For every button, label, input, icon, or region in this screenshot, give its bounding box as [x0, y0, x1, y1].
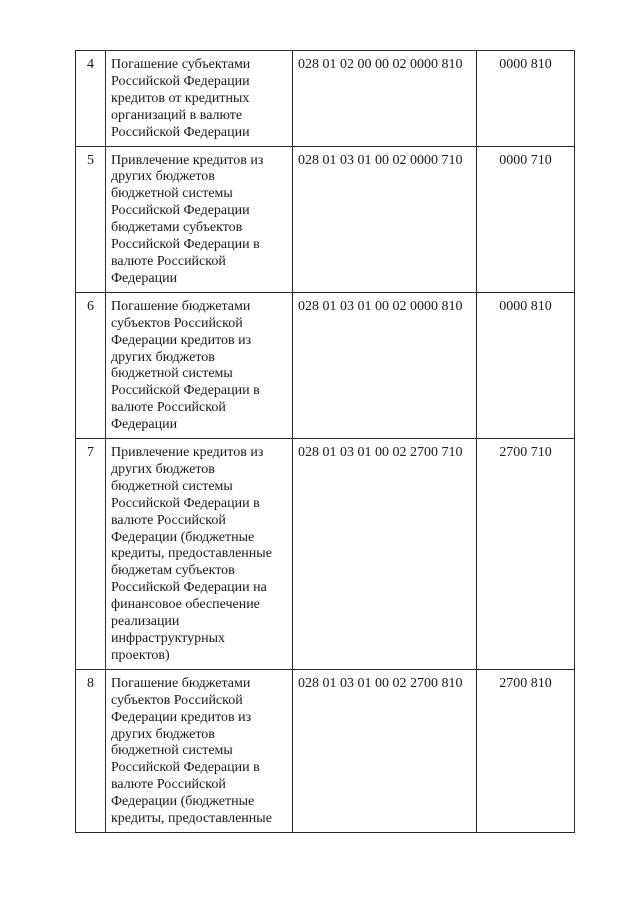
row-name-line: бюджетной системы [111, 366, 233, 382]
row-code: 028 01 03 01 00 02 2700 810 [293, 669, 477, 832]
row-number: 6 [76, 292, 106, 438]
row-name-line: Погашение бюджетами [111, 675, 251, 691]
row-name-line: валюте Российской [111, 777, 226, 793]
row-name [106, 51, 293, 147]
row-name [106, 292, 293, 438]
row-name-line: субъектов Российской [111, 692, 243, 708]
row-name-line: Российской Федерации в [111, 495, 260, 511]
row-name-line: Российской Федерации [111, 73, 250, 89]
budget-sources-table [75, 50, 575, 833]
row-name-line: бюджетной системы [111, 743, 233, 759]
row-name-line: Федерации (бюджетные [111, 794, 255, 810]
row-name-line: других бюджетов [111, 169, 215, 185]
row-name-line: кредиты, предоставленные [111, 811, 272, 827]
row-name-line: реализации [111, 614, 180, 630]
row-name-line: других бюджетов [111, 461, 215, 477]
row-number: 7 [76, 439, 106, 670]
row-name [106, 669, 293, 832]
table-row [76, 51, 575, 147]
row-name-line: Привлечение кредитов из [111, 445, 264, 461]
row-name-line: других бюджетов [111, 349, 215, 365]
row-number: 8 [76, 669, 106, 832]
row-code: 028 01 03 01 00 02 0000 810 [293, 292, 477, 438]
table-row [76, 439, 575, 670]
row-name-line: инфраструктурных [111, 631, 226, 646]
row-name-line: Федерации [111, 417, 178, 433]
row-name-line: бюджетной системы [111, 478, 233, 494]
row-name [106, 439, 293, 670]
row-name-line: Федерации кредитов из [111, 709, 252, 725]
row-name-line: проектов) [111, 647, 170, 663]
row-name-line: валюте Российской [111, 253, 226, 269]
row-name-line: других бюджетов [111, 726, 215, 742]
row-name-line: субъектов Российской [111, 315, 243, 331]
row-short-code: 0000 710 [477, 146, 575, 292]
row-name-line: Российской Федерации в [111, 760, 260, 776]
row-name-line: бюджетной системы [111, 186, 233, 202]
row-code: 028 01 03 01 00 02 2700 710 [293, 439, 477, 670]
row-name-line: бюджетам субъектов [111, 563, 235, 579]
row-code: 028 01 03 01 00 02 0000 710 [293, 146, 477, 292]
table-row [76, 292, 575, 438]
row-name-line: бюджетами субъектов [111, 220, 243, 236]
row-code: 028 01 02 00 00 02 0000 810 [293, 51, 477, 147]
row-name-line: кредиты, предоставленные [111, 546, 272, 562]
row-name-line: кредитов от кредитных [111, 90, 250, 106]
row-name-line: Федерации кредитов из [111, 332, 252, 348]
row-name-line: Российской Федерации на [111, 580, 267, 596]
row-number: 5 [76, 146, 106, 292]
row-name-line: Российской Федерации в [111, 237, 260, 253]
table-body [76, 51, 575, 833]
row-name-line: Погашение субъектами [111, 57, 251, 72]
row-name-line: Российской Федерации [111, 124, 250, 140]
row-name [106, 146, 293, 292]
row-name-line: организаций в валюте [111, 107, 243, 123]
table-row [76, 669, 575, 832]
row-name-line: Федерации (бюджетные [111, 529, 255, 545]
row-name-line: Погашение бюджетами [111, 298, 251, 314]
row-short-code: 0000 810 [477, 51, 575, 147]
row-name-line: Российской Федерации в [111, 383, 260, 399]
row-number: 4 [76, 51, 106, 147]
table-row [76, 146, 575, 292]
row-name-line: Федерации [111, 270, 178, 286]
row-name-line: Российской Федерации [111, 203, 250, 219]
row-name-line: финансовое обеспечение [111, 597, 260, 613]
row-name-line: Привлечение кредитов из [111, 152, 264, 168]
row-short-code: 2700 810 [477, 669, 575, 832]
row-short-code: 2700 710 [477, 439, 575, 670]
row-name-line: валюте Российской [111, 400, 226, 416]
row-short-code: 0000 810 [477, 292, 575, 438]
row-name-line: валюте Российской [111, 512, 226, 528]
